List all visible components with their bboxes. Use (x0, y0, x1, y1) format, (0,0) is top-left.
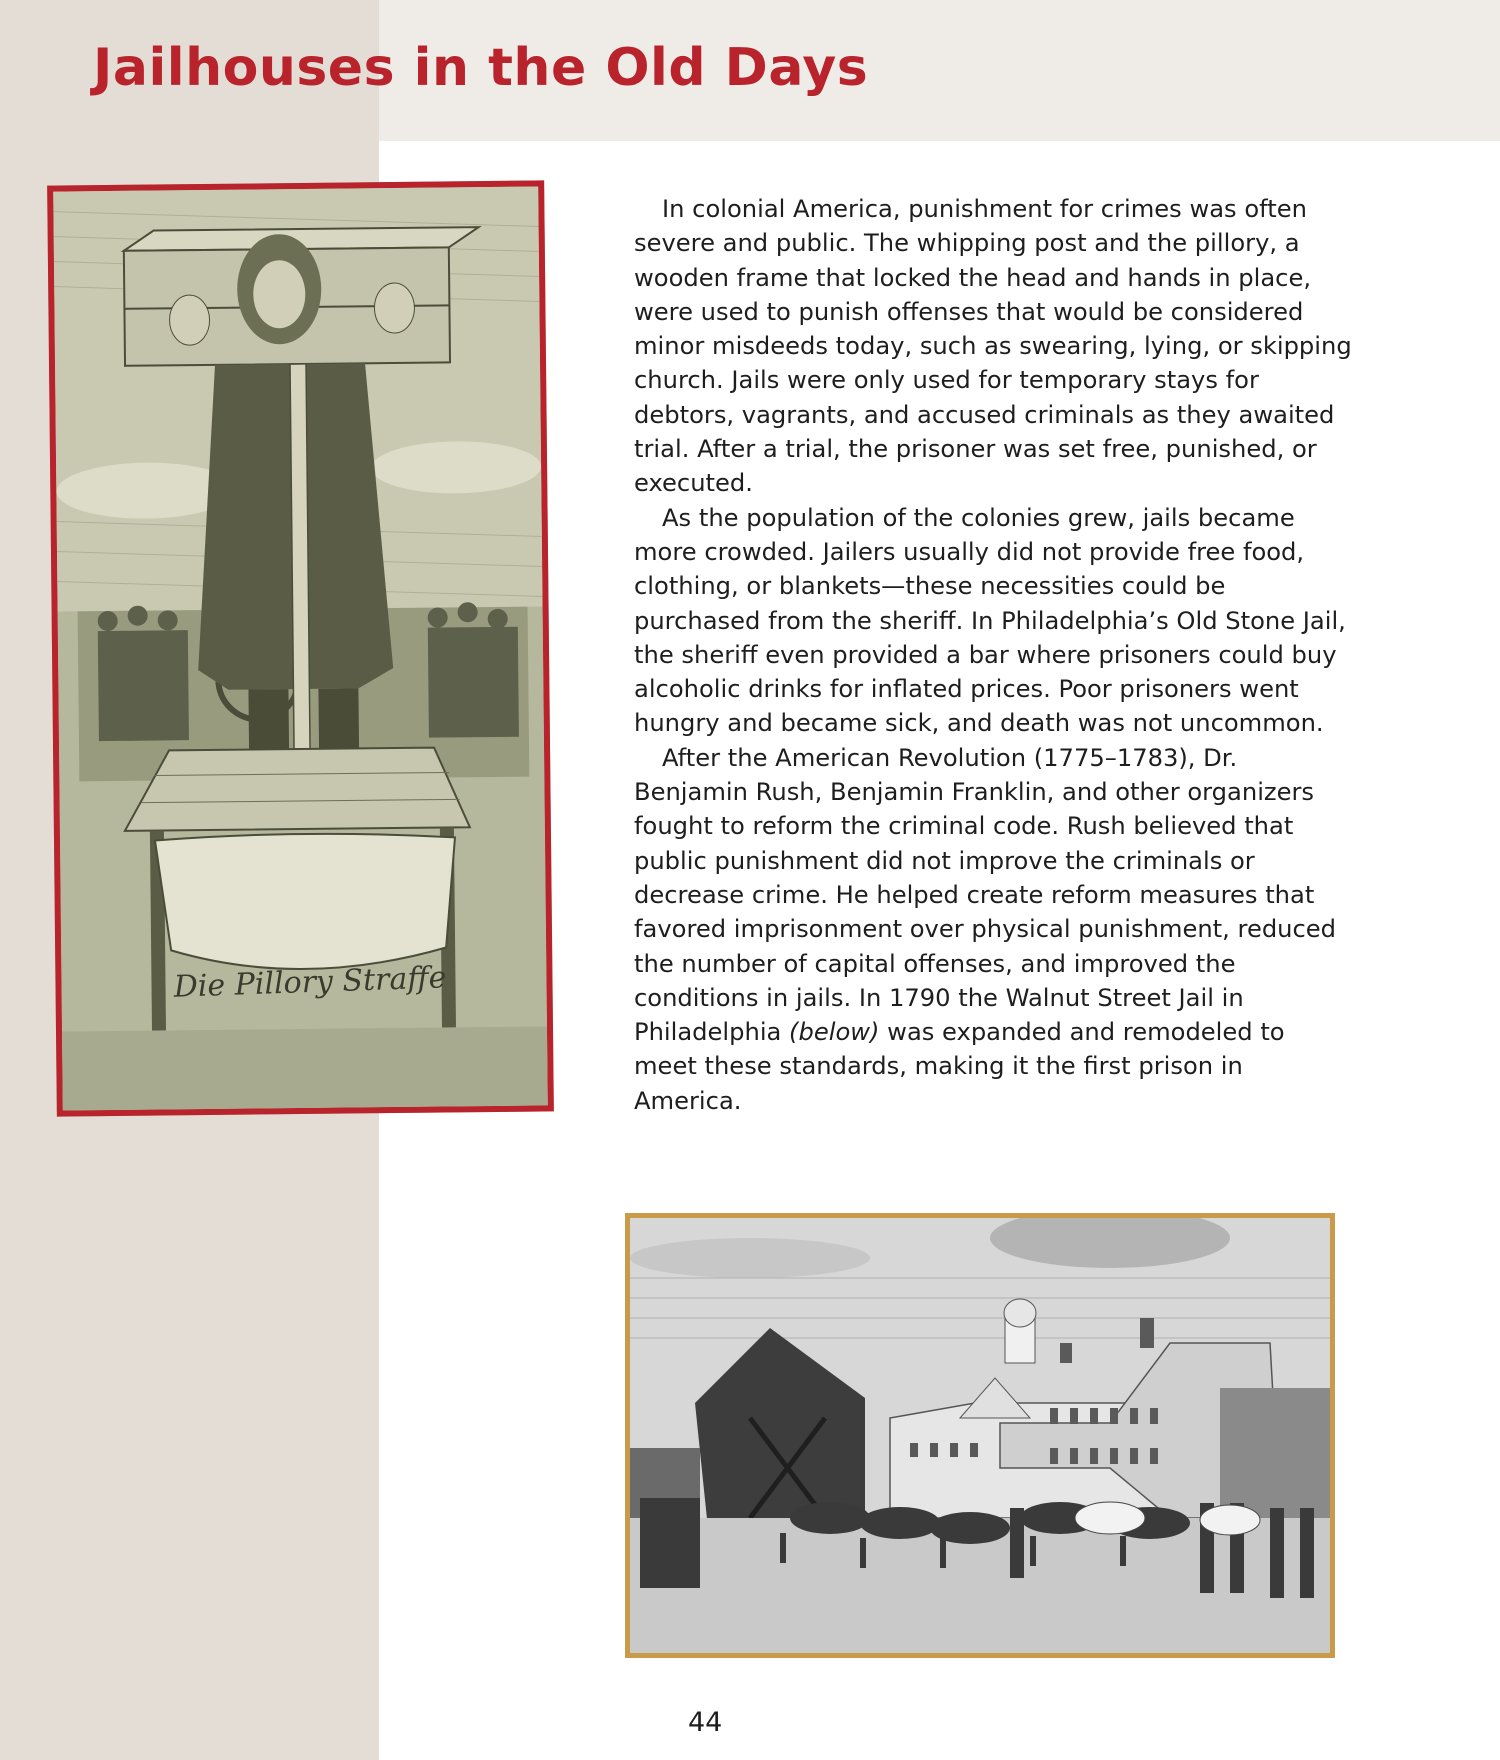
page-number: 44 (688, 1707, 723, 1738)
pillory-banner-caption: Die Pillory Straffe (173, 960, 447, 1005)
article-paragraph-1: In colonial America, punishment for crimes was often severe and public. The whipping post and the pillory, a wooden frame that locked the head and hands in place, were used to punish offenses that would be considered minor misdeeds today, such as swearing, lying, or skipping church. Jails were only used for temporary stays for debtors, vagrants, and accused criminals as they awaited trial. After a trial, the prisoner was set free, punished, or executed. (634, 195, 1352, 498)
article-paragraph-2: As the population of the colonies grew, jails became more crowded. Jailers usually did not provide free food, clothing, or blankets—these necessities could be purchased from the sheriff. In Philadelphia’s Old Stone Jail, the sheriff even provided a bar where prisoners could buy alcoholic drinks for inflated prices. Poor prisoners went hungry and became sick, and death was not uncommon. (634, 503, 1346, 738)
walnut-street-jail-illustration (630, 1218, 1330, 1653)
paragraph-3-italic: (below) (789, 1018, 880, 1047)
paragraph-3-text-start: After the American Revolution (1775–1783), Dr. Benjamin Rush, Benjamin Franklin, and other organizers fought to reform the criminal code. Rush believed that public punishment did not improve the criminals or decrease crime. He helped create reform measures that favored imprisonment over physical punishment, reduced the number of capital offenses, and improved the conditions in jails. In 1790 the Walnut Street Jail in Philadelphia (634, 743, 1337, 1047)
paragraph-3-text-end: was expanded and remodeled to meet these standards, making it the first prison in America. (634, 1018, 1285, 1115)
article-body (634, 192, 1354, 1118)
walnut-street-jail-engraving-image (625, 1213, 1335, 1658)
article-paragraph-3 (634, 741, 1354, 1118)
page-title: Jailhouses in the Old Days (93, 38, 869, 98)
